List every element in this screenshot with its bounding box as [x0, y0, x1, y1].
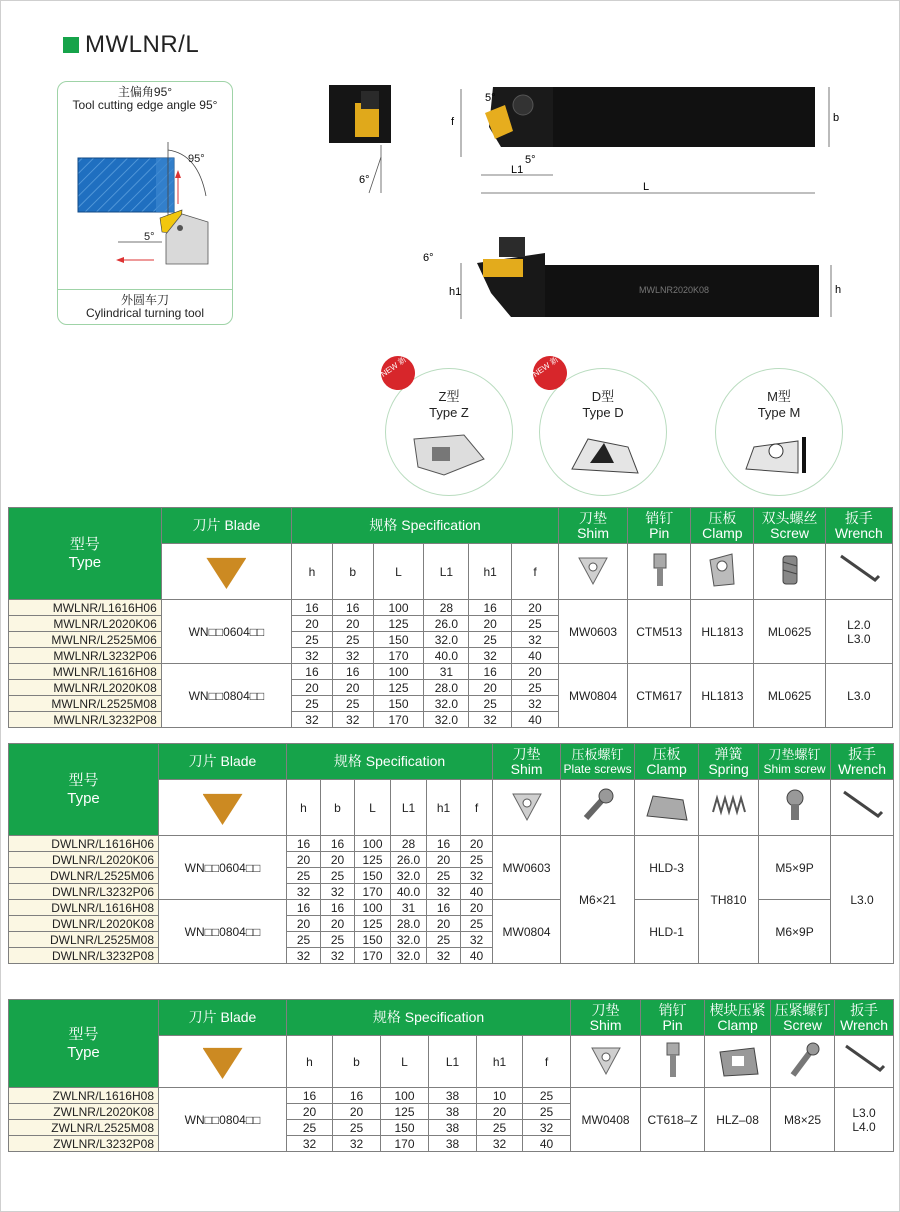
- col-b: b: [333, 1036, 381, 1088]
- turning-en: Cylindrical turning tool: [85, 306, 205, 320]
- table-dwlnr: [8, 743, 894, 964]
- cell: 16: [332, 600, 373, 616]
- cell: 20: [427, 916, 461, 932]
- blade-cell: WN□□0804□□: [161, 664, 291, 728]
- cell: 32: [292, 712, 333, 728]
- top-angle-label: 5°: [485, 92, 496, 104]
- col-L: L: [381, 1036, 429, 1088]
- insert-icon: [203, 787, 243, 825]
- plate-screw-header: 压板螺钉 Plate screws: [561, 744, 635, 780]
- model-cell: ZWLNR/L2525M08: [9, 1120, 159, 1136]
- angle-card: [57, 81, 233, 325]
- cell: 32: [523, 1120, 571, 1136]
- cell: 25: [461, 916, 493, 932]
- cell: 32: [292, 648, 333, 664]
- table-mwlnr: [8, 507, 893, 728]
- wrench-icon: [837, 550, 881, 590]
- cell: 170: [373, 648, 424, 664]
- cell: 25: [427, 932, 461, 948]
- col-L1: L1: [391, 780, 427, 836]
- cell: 20: [512, 600, 559, 616]
- cell: 25: [523, 1104, 571, 1120]
- shim-cell: MW0408: [571, 1088, 641, 1152]
- col-L: L: [355, 780, 391, 836]
- cell: 32: [427, 948, 461, 964]
- cell: 25: [292, 696, 333, 712]
- model-cell: DWLNR/L2020K08: [9, 916, 159, 932]
- table-zwlnr: [8, 999, 894, 1152]
- cell: 38: [429, 1088, 477, 1104]
- cell: 20: [469, 680, 512, 696]
- cell: 32: [287, 1136, 333, 1152]
- model-cell: ZWLNR/L3232P08: [9, 1136, 159, 1152]
- shim-header: 刀垫 Shim: [493, 744, 561, 780]
- cell: 32: [512, 696, 559, 712]
- model-cell: DWLNR/L1616H08: [9, 900, 159, 916]
- wedge-clamp-icon: [714, 1040, 762, 1080]
- h1-label: h1: [449, 286, 462, 298]
- wrench-image: [825, 544, 892, 600]
- turning-cn: 外圆车刀: [120, 293, 169, 307]
- clamp-header: 压板 Clamp: [635, 744, 699, 780]
- cell: 16: [332, 664, 373, 680]
- cell: 25: [332, 632, 373, 648]
- spring-cell: TH810: [699, 836, 759, 964]
- shank-engraving: MWLNR2020K08: [639, 285, 710, 295]
- col-f: f: [461, 780, 493, 836]
- L-label: L: [643, 181, 650, 193]
- page-title: [63, 31, 199, 59]
- wrench-icon: [842, 1040, 886, 1080]
- cell: 25: [461, 852, 493, 868]
- angle-card-caption-bottom: [58, 289, 232, 320]
- clamp-cell: HL1813: [691, 600, 754, 664]
- type-z-icon: [404, 429, 494, 479]
- wrench-cell: L3.0: [831, 836, 894, 964]
- model-cell: MWLNR/L1616H06: [9, 600, 162, 616]
- cell: 20: [512, 664, 559, 680]
- angle-95-label: 95°: [188, 153, 205, 165]
- cell: 40: [523, 1136, 571, 1152]
- cell: 28.0: [391, 916, 427, 932]
- blade-cell: WN□□0804□□: [159, 900, 287, 964]
- shim-screw-image: [759, 780, 831, 836]
- col-h: h: [287, 780, 321, 836]
- type-z-en: Type Z: [429, 405, 469, 420]
- cell: 25: [469, 632, 512, 648]
- tool-top-view: [321, 75, 861, 205]
- cell: 16: [469, 600, 512, 616]
- cell: 20: [292, 616, 333, 632]
- cell: 26.0: [424, 616, 469, 632]
- cell: 150: [373, 696, 424, 712]
- h-label: h: [835, 284, 842, 296]
- col-h: h: [287, 1036, 333, 1088]
- cell: 170: [381, 1136, 429, 1152]
- cell: 100: [381, 1088, 429, 1104]
- blade-image: [159, 780, 287, 836]
- cell: 31: [424, 664, 469, 680]
- col-b: b: [332, 544, 373, 600]
- cell: 20: [287, 1104, 333, 1120]
- cell: 100: [373, 600, 424, 616]
- screw-cell: ML0625: [754, 664, 825, 728]
- cell: 20: [332, 680, 373, 696]
- f-label: f: [451, 116, 455, 128]
- cell: 16: [292, 600, 333, 616]
- shim-icon: [575, 552, 611, 588]
- green-square-icon: [63, 37, 79, 53]
- shim-screw-cell: M5×9P: [759, 836, 831, 900]
- shim-image: [558, 544, 627, 600]
- wrench-cell: L3.0: [825, 664, 892, 728]
- cell: 25: [287, 932, 321, 948]
- cell: 16: [287, 836, 321, 852]
- wrench-cell: L2.0 L3.0: [825, 600, 892, 664]
- col-h1: h1: [477, 1036, 523, 1088]
- cell: 20: [321, 852, 355, 868]
- cell: 40.0: [424, 648, 469, 664]
- cell: 38: [429, 1120, 477, 1136]
- cell: 150: [355, 932, 391, 948]
- plate-screw-image: [561, 780, 635, 836]
- wrench-image: [835, 1036, 894, 1088]
- wrench-image: [831, 780, 894, 836]
- shim-cell: MW0603: [493, 836, 561, 900]
- shim-cell: MW0603: [558, 600, 627, 664]
- cell: 20: [461, 900, 493, 916]
- cell: 16: [287, 1088, 333, 1104]
- cell: 150: [381, 1120, 429, 1136]
- screw-header: 双头螺丝 Screw: [754, 508, 825, 544]
- cell: 125: [373, 616, 424, 632]
- blade-header: 刀片 Blade: [159, 1000, 287, 1036]
- model-cell: ZWLNR/L2020K08: [9, 1104, 159, 1120]
- model-cell: DWLNR/L2525M06: [9, 868, 159, 884]
- pin-header: 销钉 Pin: [628, 508, 691, 544]
- side-angle-label: 6°: [423, 252, 434, 264]
- cell: 32: [333, 1136, 381, 1152]
- type-d-icon: [558, 429, 648, 479]
- model-cell: MWLNR/L3232P08: [9, 712, 162, 728]
- cell: 20: [292, 680, 333, 696]
- pin-image: [628, 544, 691, 600]
- insert-icon: [203, 1041, 243, 1079]
- screw-cell: M8×25: [771, 1088, 835, 1152]
- spec-header: 规格 Specification: [287, 744, 493, 780]
- spring-header: 弹簧 Spring: [699, 744, 759, 780]
- shim-icon: [588, 1042, 624, 1078]
- shim-header: 刀垫 Shim: [571, 1000, 641, 1036]
- plate-screw-icon: [578, 786, 618, 826]
- angle-left: 6°: [359, 174, 370, 186]
- col-f: f: [523, 1036, 571, 1088]
- clamp-cell: HL1813: [691, 664, 754, 728]
- angle-card-caption-top: [58, 82, 232, 112]
- cell: 16: [321, 900, 355, 916]
- cell: 32.0: [391, 868, 427, 884]
- type-header: 型号 Type: [9, 1000, 159, 1088]
- col-f: f: [512, 544, 559, 600]
- cell: 20: [461, 836, 493, 852]
- spring-icon: [707, 786, 751, 826]
- clamp-cell: HLD-3: [635, 836, 699, 900]
- new-badge-d: NEW 新: [526, 349, 573, 396]
- wrench-header: 扳手 Wrench: [825, 508, 892, 544]
- cell: 10: [477, 1088, 523, 1104]
- wrench-header: 扳手 Wrench: [835, 1000, 894, 1036]
- model-cell: MWLNR/L2020K06: [9, 616, 162, 632]
- cell: 32.0: [424, 632, 469, 648]
- cell: 20: [321, 916, 355, 932]
- type-z-cn: Z型: [438, 389, 460, 404]
- model-cell: DWLNR/L3232P08: [9, 948, 159, 964]
- cell: 25: [321, 932, 355, 948]
- blade-header: 刀片 Blade: [159, 744, 287, 780]
- cell: 100: [373, 664, 424, 680]
- cell: 16: [427, 836, 461, 852]
- pin-cell: CTM513: [628, 600, 691, 664]
- screw-icon: [775, 550, 805, 590]
- cell: 31: [391, 900, 427, 916]
- clamp-image: [691, 544, 754, 600]
- cell: 25: [523, 1088, 571, 1104]
- clamp-header: 压板 Clamp: [691, 508, 754, 544]
- cell: 16: [292, 664, 333, 680]
- blade-image: [159, 1036, 287, 1088]
- cell: 38: [429, 1136, 477, 1152]
- L1-label: L1: [511, 164, 524, 176]
- cell: 16: [427, 900, 461, 916]
- cell: 32: [287, 884, 321, 900]
- col-h1: h1: [427, 780, 461, 836]
- type-m-card: [715, 368, 843, 496]
- title-text: MWLNR/L: [85, 31, 200, 58]
- cell: 28.0: [424, 680, 469, 696]
- cell: 40: [461, 948, 493, 964]
- shim-header: 刀垫 Shim: [558, 508, 627, 544]
- cutting-diagram: [58, 114, 232, 289]
- cell: 32.0: [391, 932, 427, 948]
- cell: 25: [512, 680, 559, 696]
- model-cell: MWLNR/L2525M06: [9, 632, 162, 648]
- model-cell: MWLNR/L2020K08: [9, 680, 162, 696]
- type-header: 型号 Type: [9, 508, 162, 600]
- cell: 170: [355, 884, 391, 900]
- cell: 20: [287, 852, 321, 868]
- spec-header: 规格 Specification: [292, 508, 559, 544]
- cell: 32: [332, 648, 373, 664]
- screw-cell: ML0625: [754, 600, 825, 664]
- clamp-types: [381, 356, 851, 476]
- spec-header: 规格 Specification: [287, 1000, 571, 1036]
- type-header: 型号 Type: [9, 744, 159, 836]
- pin-header: 销钉 Pin: [641, 1000, 705, 1036]
- clamp-image: [635, 780, 699, 836]
- cell: 32: [461, 932, 493, 948]
- cell: 32: [477, 1136, 523, 1152]
- pin-icon: [658, 1039, 688, 1081]
- cell: 25: [321, 868, 355, 884]
- clamp-cell: HLZ–08: [705, 1088, 771, 1152]
- pin-icon: [644, 550, 674, 590]
- cell: 25: [512, 616, 559, 632]
- cell: 20: [469, 616, 512, 632]
- cell: 25: [287, 868, 321, 884]
- cell: 32.0: [391, 948, 427, 964]
- cell: 32: [461, 868, 493, 884]
- col-L: L: [373, 544, 424, 600]
- cell: 32: [332, 712, 373, 728]
- cell: 170: [373, 712, 424, 728]
- cell: 40: [461, 884, 493, 900]
- cell: 26.0: [391, 852, 427, 868]
- cell: 25: [427, 868, 461, 884]
- shim-image: [493, 780, 561, 836]
- cell: 32: [321, 884, 355, 900]
- cell: 32: [427, 884, 461, 900]
- model-cell: MWLNR/L3232P06: [9, 648, 162, 664]
- cell: 20: [427, 852, 461, 868]
- screw-header: 压紧螺钉 Screw: [771, 1000, 835, 1036]
- shim-image: [571, 1036, 641, 1088]
- type-d-en: Type D: [582, 405, 624, 420]
- cell: 32: [512, 632, 559, 648]
- new-badge-z: NEW 新: [374, 349, 421, 396]
- cell: 20: [477, 1104, 523, 1120]
- col-L1: L1: [424, 544, 469, 600]
- model-cell: DWLNR/L2525M08: [9, 932, 159, 948]
- model-cell: DWLNR/L3232P06: [9, 884, 159, 900]
- blade-image: [161, 544, 291, 600]
- model-cell: DWLNR/L2020K06: [9, 852, 159, 868]
- b-label: b: [833, 112, 840, 124]
- cell: 25: [292, 632, 333, 648]
- cell: 16: [321, 836, 355, 852]
- col-L1: L1: [429, 1036, 477, 1088]
- model-cell: ZWLNR/L1616H08: [9, 1088, 159, 1104]
- blade-cell: WN□□0604□□: [161, 600, 291, 664]
- shim-cell: MW0804: [558, 664, 627, 728]
- cell: 40: [512, 712, 559, 728]
- type-m-cn: M型: [767, 389, 791, 404]
- pin-cell: CT618–Z: [641, 1088, 705, 1152]
- cell: 20: [332, 616, 373, 632]
- cell: 150: [373, 632, 424, 648]
- type-m-en: Type M: [757, 405, 801, 420]
- clamp-icon: [704, 550, 740, 590]
- clamp-header: 楔块压紧 Clamp: [705, 1000, 771, 1036]
- tool-side-view: [411, 233, 851, 325]
- cell: 125: [373, 680, 424, 696]
- angle-cn: 主偏角95°: [117, 85, 173, 99]
- cell: 125: [355, 916, 391, 932]
- cell: 170: [355, 948, 391, 964]
- shim-icon: [509, 788, 545, 824]
- angle-5-label: 5°: [144, 231, 155, 243]
- shim-screw-icon: [778, 786, 812, 826]
- clamp-icon: [643, 786, 691, 826]
- screw-image: [771, 1036, 835, 1088]
- pin-image: [641, 1036, 705, 1088]
- wrench-icon: [840, 786, 884, 826]
- cell: 16: [333, 1088, 381, 1104]
- clamp-image: [705, 1036, 771, 1088]
- cell: 32.0: [424, 712, 469, 728]
- cell: 38: [429, 1104, 477, 1120]
- model-cell: MWLNR/L1616H08: [9, 664, 162, 680]
- cell: 32: [469, 712, 512, 728]
- cell: 100: [355, 900, 391, 916]
- wrench-header: 扳手 Wrench: [831, 744, 894, 780]
- cell: 25: [333, 1120, 381, 1136]
- plate-screw-cell: M6×21: [561, 836, 635, 964]
- col-b: b: [321, 780, 355, 836]
- blade-cell: WN□□0604□□: [159, 836, 287, 900]
- model-cell: MWLNR/L2525M08: [9, 696, 162, 712]
- shim-screw-cell: M6×9P: [759, 900, 831, 964]
- cell: 32.0: [424, 696, 469, 712]
- insert-icon: [206, 551, 246, 589]
- screw-icon: [783, 1039, 823, 1081]
- cell: 125: [355, 852, 391, 868]
- cell: 32: [469, 648, 512, 664]
- cell: 28: [391, 836, 427, 852]
- col-h: h: [292, 544, 333, 600]
- cell: 20: [333, 1104, 381, 1120]
- type-m-icon: [734, 429, 824, 479]
- clamp-cell: HLD-1: [635, 900, 699, 964]
- cell: 40.0: [391, 884, 427, 900]
- cell: 25: [469, 696, 512, 712]
- cell: 40: [512, 648, 559, 664]
- cell: 100: [355, 836, 391, 852]
- cell: 150: [355, 868, 391, 884]
- shim-cell: MW0804: [493, 900, 561, 964]
- cell: 16: [287, 900, 321, 916]
- screw-image: [754, 544, 825, 600]
- angle-en: Tool cutting edge angle 95°: [72, 98, 218, 112]
- shim-screw-header: 刀垫螺钉 Shim screw: [759, 744, 831, 780]
- cell: 125: [381, 1104, 429, 1120]
- col-h1: h1: [469, 544, 512, 600]
- cell: 25: [287, 1120, 333, 1136]
- cell: 20: [287, 916, 321, 932]
- cell: 16: [469, 664, 512, 680]
- cell: 32: [321, 948, 355, 964]
- cell: 28: [424, 600, 469, 616]
- cell: 32: [287, 948, 321, 964]
- cell: 25: [332, 696, 373, 712]
- wrench-cell: L3.0 L4.0: [835, 1088, 894, 1152]
- model-cell: DWLNR/L1616H06: [9, 836, 159, 852]
- spring-image: [699, 780, 759, 836]
- bottom-angle-label: 5°: [525, 154, 536, 166]
- cell: 25: [477, 1120, 523, 1136]
- type-d-cn: D型: [591, 389, 615, 404]
- blade-header: 刀片 Blade: [161, 508, 291, 544]
- blade-cell: WN□□0804□□: [159, 1088, 287, 1152]
- pin-cell: CTM617: [628, 664, 691, 728]
